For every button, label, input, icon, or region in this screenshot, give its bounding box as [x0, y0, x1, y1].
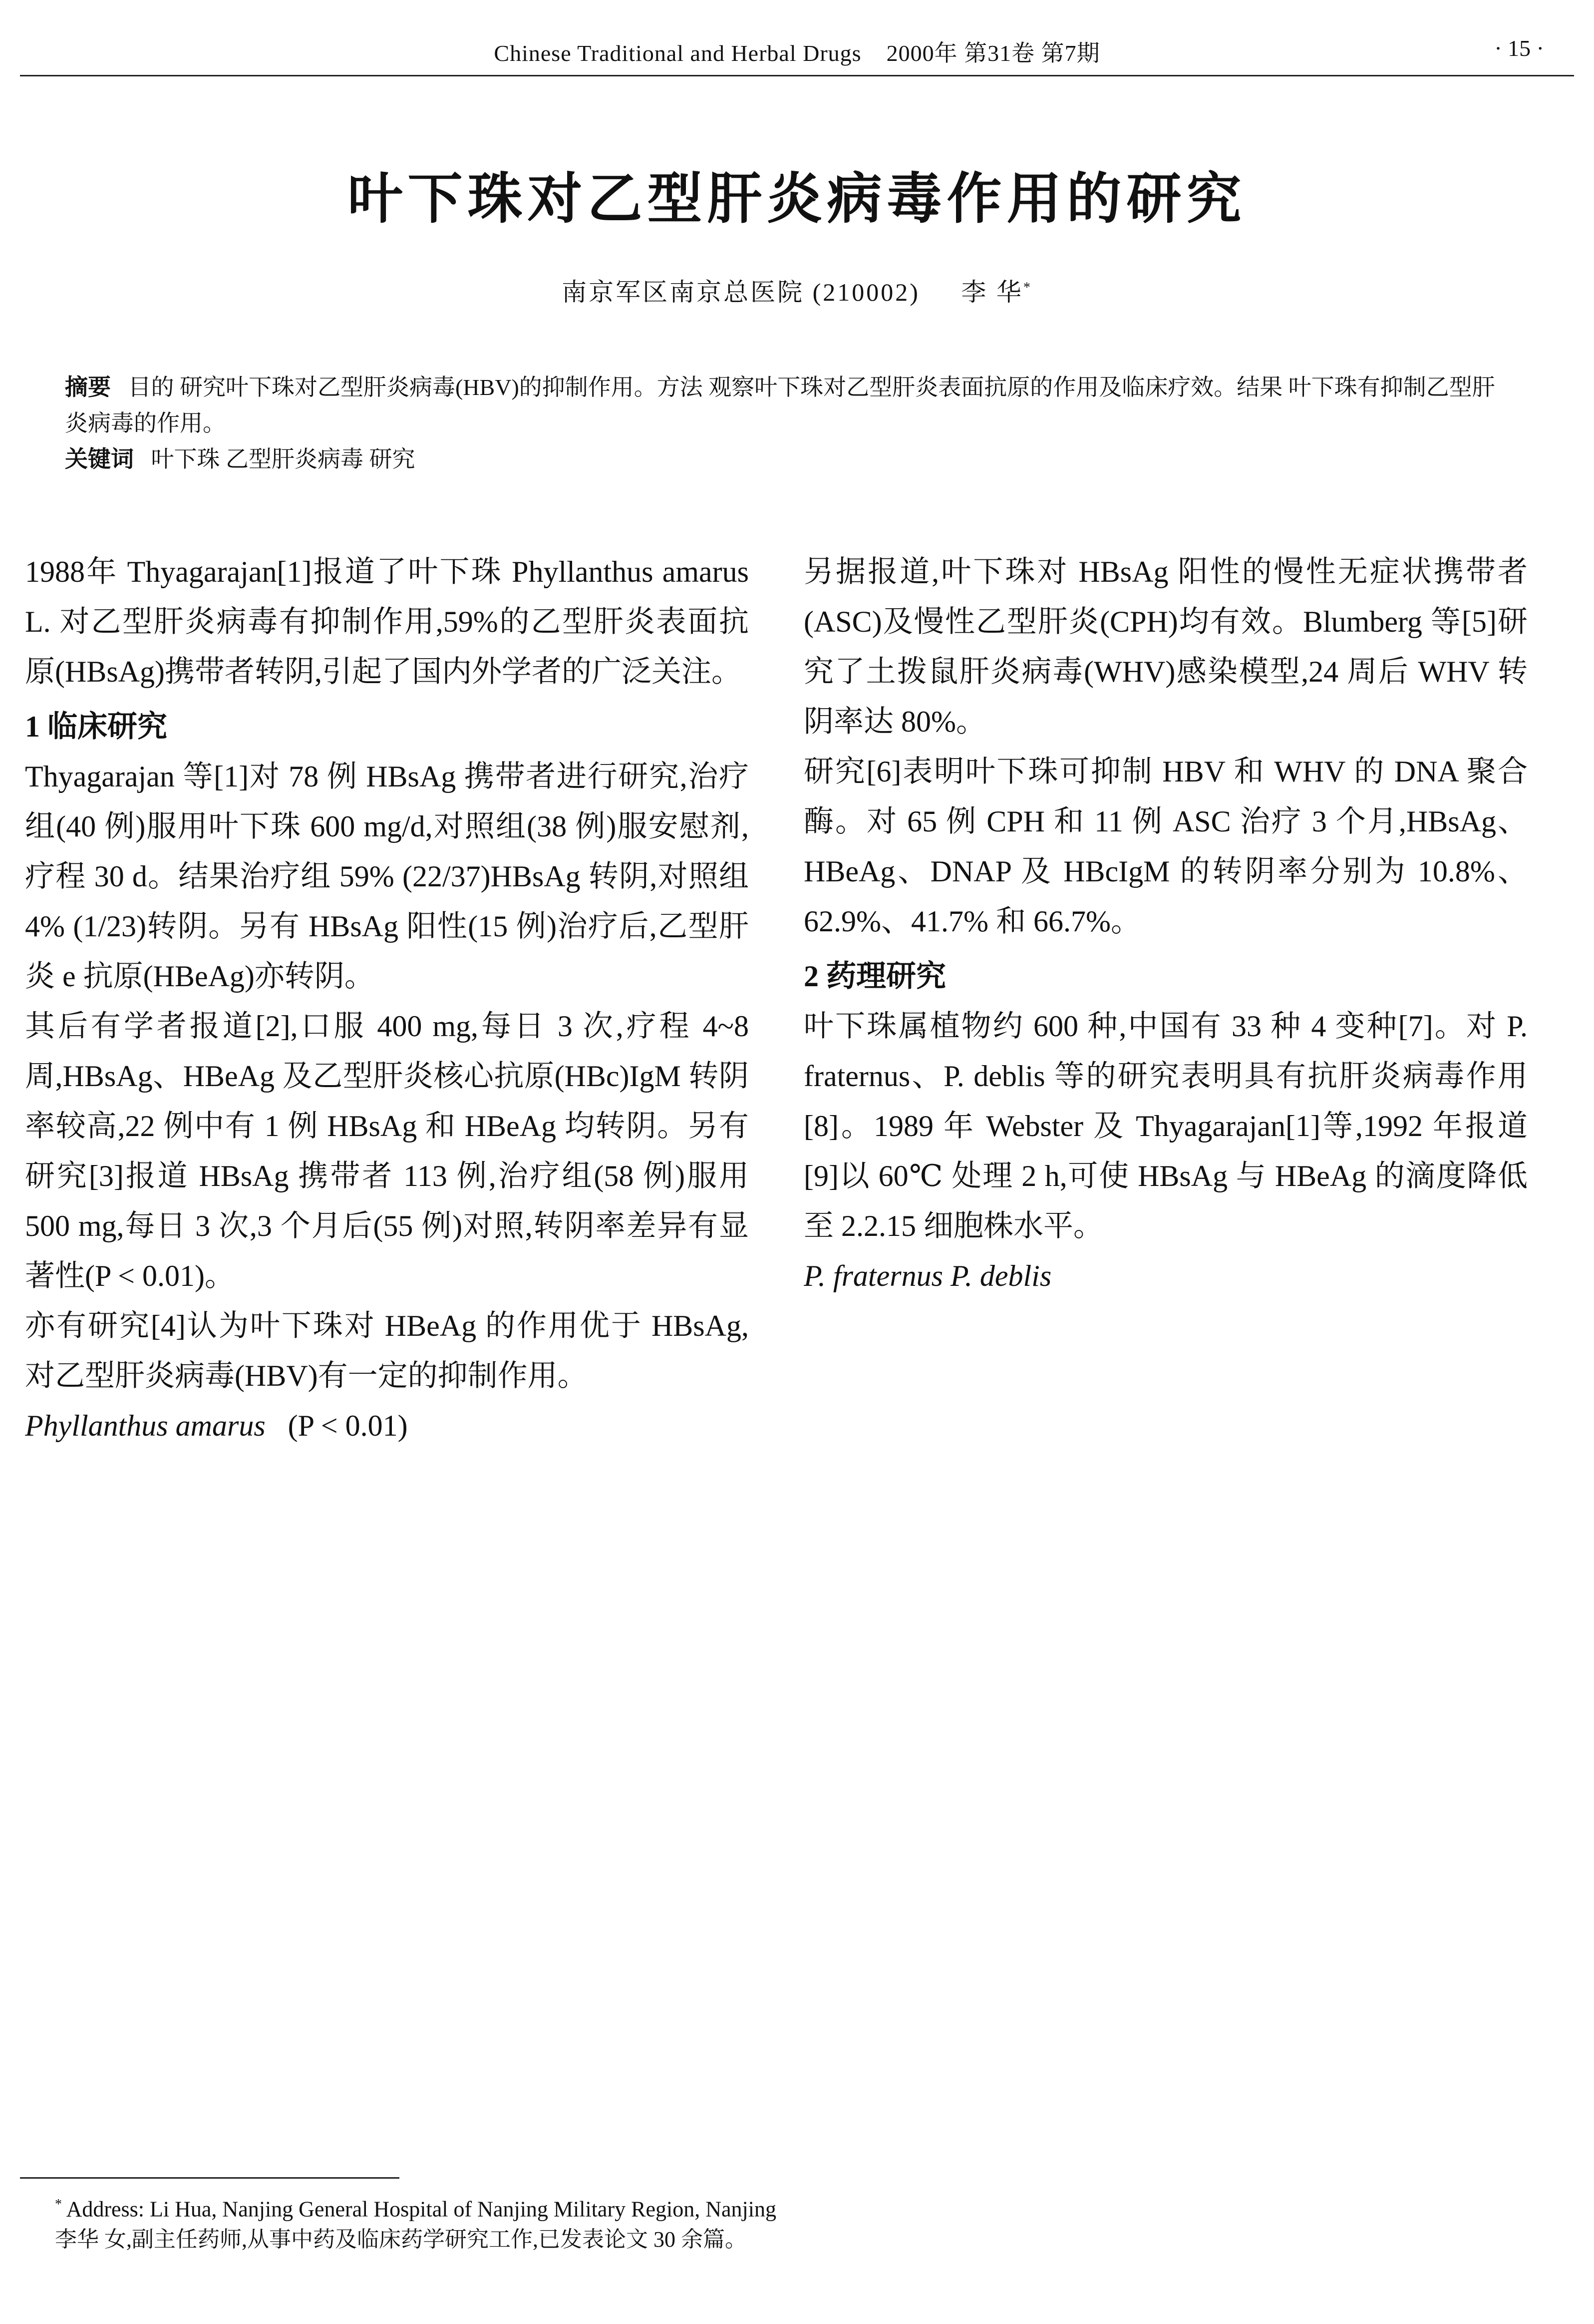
- paragraph: 另据报道,叶下珠对 HBsAg 阳性的慢性无症状携带者(ASC)及慢性乙型肝炎(CPH)均有效。Blumberg 等[5]研究了土拨鼠肝炎病毒(WHV)感染模型,24 周后 WHV 转阴率达 80%。: [804, 555, 1528, 738]
- left-column: [25, 547, 749, 2130]
- footnote-rule: [20, 2177, 399, 2179]
- abstract-label: 摘要: [65, 375, 111, 400]
- journal-name: Chinese Traditional and Herbal Drugs: [494, 40, 862, 66]
- abstract: [65, 370, 1504, 477]
- footnote-bio: 李华 女,副主任药师,从事中药及临床药学研究工作,已发表论文 30 余篇。: [55, 2227, 747, 2252]
- footnote: [55, 2190, 1494, 2255]
- footnote-mark: *: [55, 2197, 62, 2212]
- paragraph: 研究[6]表明叶下珠可抑制 HBV 和 WHV 的 DNA 聚合酶。对 65 例 CPH 和 11 例 ASC 治疗 3 个月,HBsAg、HBeAg、DNAP 及 HBcIgM 的转阴率分别为 10.8%、62.9%、41.7% 和 66.7%。: [804, 755, 1528, 938]
- footnote-address: * Address: Li Hua, Nanjing General Hospital of Nanjing Military Region, Nanjing: [55, 2197, 776, 2222]
- author-name: 李 华: [961, 278, 1023, 306]
- author-line: [150, 272, 1444, 308]
- paragraph: 其后有学者报道[2],口服 400 mg,每日 3 次,疗程 4~8 周,HBsAg、HBeAg 及乙型肝炎核心抗原(HBc)IgM 转阴率较高,22 例中有 1 例 HBsAg 和 HBeAg 均转阴。另有研究[3]报道 HBsAg 携带者 113 例,治疗组(58 例)服用 500 mg,每日 3 次,3 个月后(55 例)对照,转阴率差异有显著性(P < 0.01)。: [25, 1010, 749, 1292]
- genus-name: Phyllanthus amarus: [25, 1409, 266, 1442]
- running-head: [20, 30, 1574, 76]
- abstract-body: [65, 370, 1504, 441]
- keywords-text: 叶下珠 乙型肝炎病毒 研究: [151, 446, 415, 472]
- p-value: (P < 0.01): [288, 1409, 408, 1442]
- species-names: P. fraternus P. deblis: [804, 1259, 1052, 1292]
- paragraph: Thyagarajan 等[1]对 78 例 HBsAg 携带者进行研究,治疗组(40 例)服用叶下珠 600 mg/d,对照组(38 例)服安慰剂,疗程 30 d。结果治疗组 59% (22/37)HBsAg 转阴,对照组 4% (1/23)转阴。另有 HBsAg 阳性(15 例)治疗后,乙型肝炎 e 抗原(HBeAg)亦转阴。: [25, 760, 749, 993]
- paragraph: 亦有研究[4]认为叶下珠对 HBeAg 的作用优于 HBsAg,对乙型肝炎病毒(HBV)有一定的抑制作用。: [25, 1309, 749, 1392]
- keywords: [65, 441, 1504, 477]
- page-number: · 15 ·: [1494, 35, 1544, 61]
- abstract-text: 目的 研究叶下珠对乙型肝炎病毒(HBV)的抑制作用。方法 观察叶下珠对乙型肝炎表面抗原的作用及临床疗效。结果 叶下珠有抑制乙型肝炎病毒的作用。: [65, 375, 1495, 436]
- paragraph: 叶下珠属植物约 600 种,中国有 33 种 4 变种[7]。对 P. fraternus、P. deblis 等的研究表明具有抗肝炎病毒作用[8]。1989 年 Webster 及 Thyagarajan[1]等,1992 年报道[9]以 60℃ 处理 2 h,可使 HBsAg 与 HBeAg 的滴度降低至 2.2.15 细胞株水平。: [804, 1010, 1528, 1242]
- section-heading-2: 2 药理研究: [804, 960, 946, 993]
- section-heading-1: 1 临床研究: [25, 710, 167, 743]
- affiliation: 南京军区南京总医院 (210002): [562, 278, 920, 306]
- journal-line: [20, 35, 1574, 68]
- paragraph: 1988年 Thyagarajan[1]报道了叶下珠 Phyllanthus amarus L. 对乙型肝炎病毒有抑制作用,59%的乙型肝炎表面抗原(HBsAg)携带者转阴,引起了国内外学者的广泛关注。: [25, 555, 749, 688]
- right-column: [804, 547, 1528, 2130]
- article-title: 叶下珠对乙型肝炎病毒作用的研究: [347, 169, 1247, 230]
- author-mark: *: [1023, 280, 1032, 296]
- italic-names: [804, 1251, 1528, 1301]
- italic-names: [25, 1401, 749, 1451]
- keywords-label: 关键词: [65, 446, 134, 472]
- journal-issue: 2000年 第31卷 第7期: [886, 40, 1100, 66]
